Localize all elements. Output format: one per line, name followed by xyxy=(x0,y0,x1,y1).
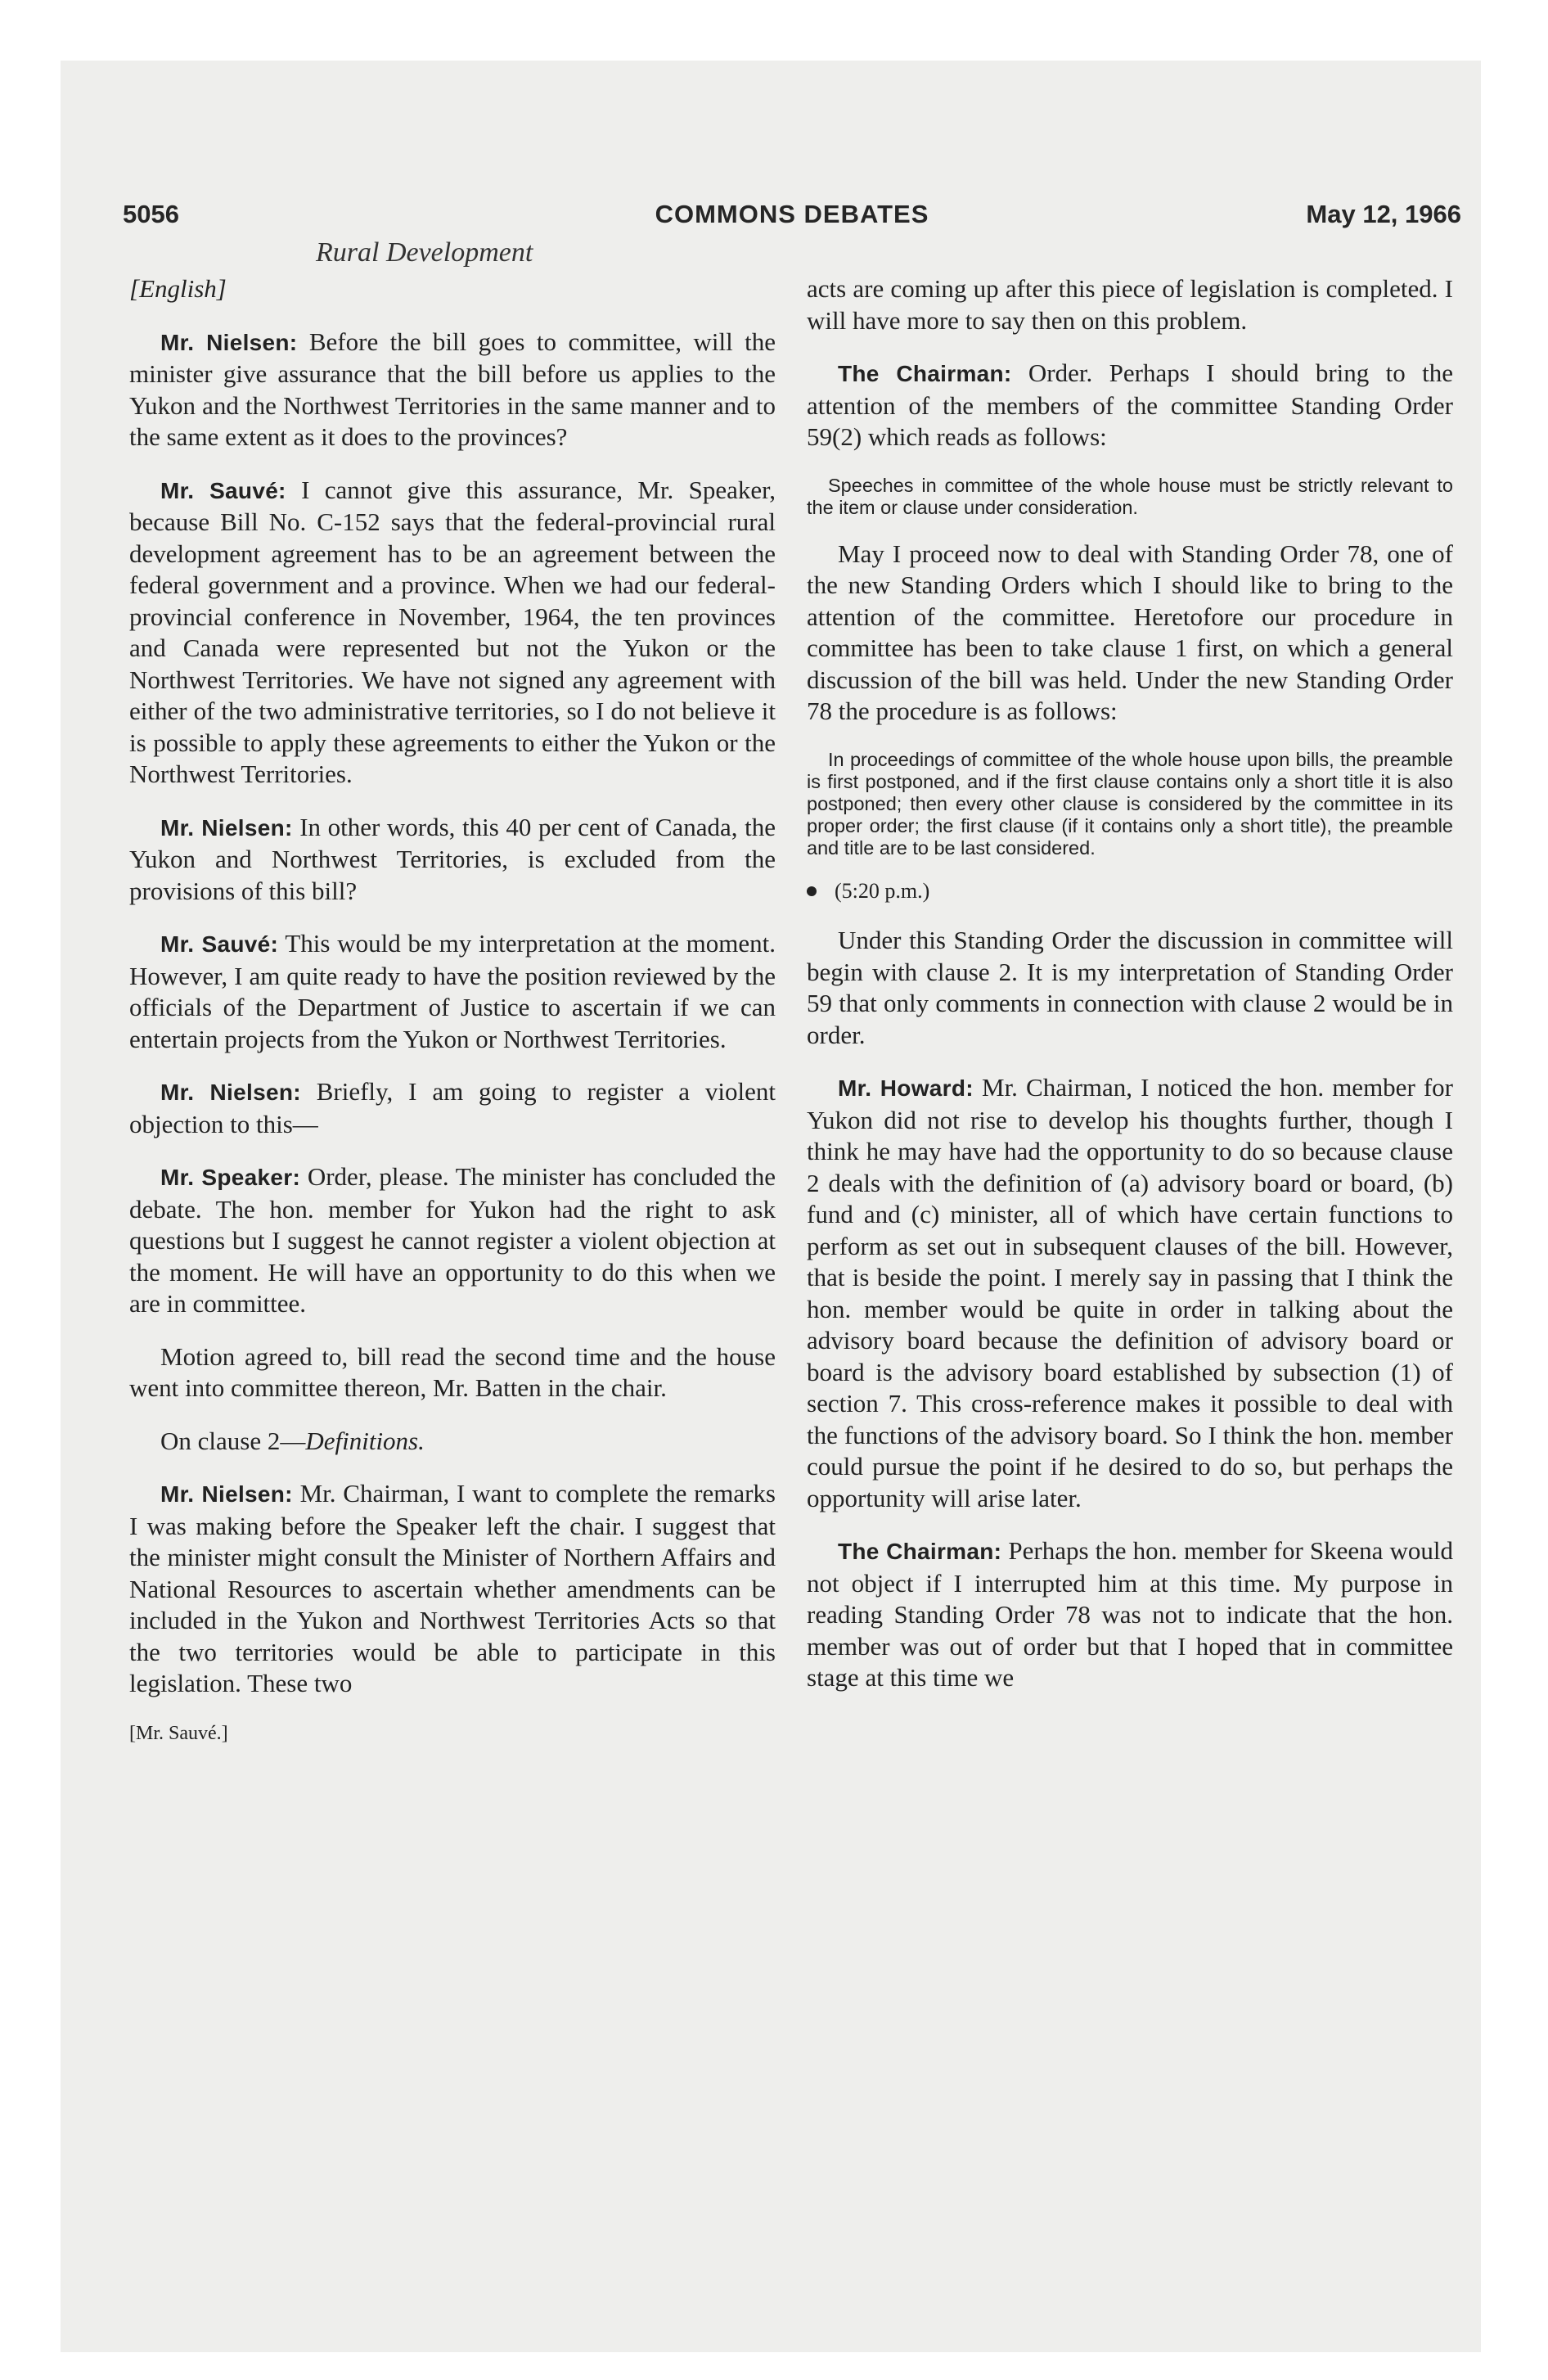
speech-text: Perhaps the hon. member for Skeena would not object if I interrupted him at this time. My purpose in reading Standing Order 78 was not to indicate that the hon. member was out of order but that I hoped that in committee stage at this time we xyxy=(807,1536,1453,1692)
page-header xyxy=(123,200,1461,236)
speech-text: Order, please. The minister has concluded the debate. The hon. member for Yukon had the right to ask questions but I suggest he cannot register a violent objection at the moment. He will have an opportunity to do this when we are in committee. xyxy=(129,1162,776,1318)
speech-paragraph xyxy=(129,1161,776,1320)
speaker-name: Mr. Sauvé: xyxy=(160,931,279,957)
left-column xyxy=(129,273,776,1770)
page-number: 5056 xyxy=(123,200,179,228)
speaker-name: Mr. Nielsen: xyxy=(160,1481,293,1507)
clause-prefix: On clause 2— xyxy=(160,1426,306,1455)
section-heading: Rural Development xyxy=(316,237,533,268)
paragraph: May I proceed now to deal with Standing Order 78, one of the new Standing Orders which I should like to bring to the attention of the committee. Heretofore our procedure in committee has been to take clause 1 first, on which a general discussion of the bill was held. Under the new Standing Order 78 the procedure is as follows: xyxy=(807,539,1453,725)
speech-paragraph xyxy=(807,1072,1453,1514)
standing-order-quote: In proceedings of committee of the whole house upon bills, the preamble is first postponed, and if the first clause contains only a short title it is also postponed; then every other clause is considered by the committee in its proper order; the first clause (if it contains only a short title), the preamble and title are to be last considered. xyxy=(807,748,1453,859)
standing-order-quote: Speeches in committee of the whole house must be strictly relevant to the item or clause under consideration. xyxy=(807,474,1453,518)
speaker-name: Mr. Speaker: xyxy=(160,1165,301,1190)
speech-text: I cannot give this assurance, Mr. Speaker, because Bill No. C-152 says that the federal-provincial rural development agreement has to be an agreement between the federal government and a province. When we had our federal-provincial conference in November, 1964, the ten provinces and Canada were represented but not the Yukon or the Northwest Territories. We have not signed any agreement with either of the two administrative territories, so I do not believe it is possible to apply these agreements to either the Yukon or the Northwest Territories. xyxy=(129,475,776,788)
speech-paragraph xyxy=(129,327,776,453)
speech-text: Mr. Chairman, I want to complete the remarks I was making before the Speaker left the chair. I suggest that the minister might consult the Minister of Northern Affairs and National Resources to ascertain whether amendments can be included in the Yukon and Northwest Territories Acts so that the two territories would be able to participate in this legislation. These two xyxy=(129,1479,776,1697)
clause-heading xyxy=(129,1426,776,1458)
speech-text: In other words, this 40 per cent of Canada, the Yukon and Northwest Territories, is excluded from the provisions of this bill? xyxy=(129,812,776,905)
bullet-icon xyxy=(807,886,817,896)
page-title: COMMONS DEBATES xyxy=(655,200,929,228)
paragraph: Under this Standing Order the discussion in committee will begin with clause 2. It is my interpretation of Standing Order 59 that only comments in connection with clause 2 would be in order. xyxy=(807,926,1453,1049)
speaker-name: Mr. Howard: xyxy=(838,1075,974,1101)
speaker-name: The Chairman: xyxy=(838,361,1012,386)
speech-text: Briefly, I am going to register a violent objection to this— xyxy=(129,1077,776,1138)
speaker-name: The Chairman: xyxy=(838,1539,1002,1564)
time-marker xyxy=(807,876,1453,908)
speaker-name: Mr. Nielsen: xyxy=(160,1080,301,1105)
speech-paragraph xyxy=(129,1076,776,1140)
speech-text: Mr. Chairman, I noticed the hon. member for Yukon did not rise to develop his thoughts further, though I think he may have had the opportunity to do so because clause 2 deals with the definition of (a) advisory board or board, (b) fund and (c) minister, all of which have certain functions to perform as set out in subsequent clauses of the bill. However, that is beside the point. I merely say in passing that I think the hon. member would be quite in order in talking about the advisory board because the definition of advisory board or board is the advisory board established by subsection (1) of section 7. This cross-reference makes it possible to deal with the functions of the advisory board. So I think the hon. member could pursue the point if he desired to do so, but perhaps the opportunity will arise later. xyxy=(807,1073,1454,1512)
continued-paragraph: acts are coming up after this piece of legislation is completed. I will have more to say then on this problem. xyxy=(807,274,1453,335)
speech-paragraph xyxy=(129,475,776,791)
clause-title: Definitions. xyxy=(305,1426,425,1455)
speech-paragraph xyxy=(129,928,776,1055)
time-text: (5:20 p.m.) xyxy=(835,878,930,903)
speech-paragraph xyxy=(807,1535,1453,1694)
speech-paragraph xyxy=(129,812,776,908)
page-footnote: [Mr. Sauvé.] xyxy=(129,1722,228,1744)
right-column xyxy=(807,273,1453,1715)
speech-paragraph xyxy=(129,1478,776,1700)
speech-text: Before the bill goes to committee, will the minister give assurance that the bill before us applies to the Yukon and the Northwest Territories in the same manner and to the same extent as it does to the provinces? xyxy=(129,327,776,451)
speech-paragraph xyxy=(807,358,1453,453)
paragraph: Motion agreed to, bill read the second time and the house went into committee thereon, Mr. Batten in the chair. xyxy=(129,1341,776,1402)
speaker-name: Mr. Nielsen: xyxy=(160,329,298,355)
speech-text: This would be my interpretation at the moment. However, I am quite ready to have the position reviewed by the officials of the Department of Justice to ascertain if we can entertain projects from the Yukon or Northwest Territories. xyxy=(129,929,776,1053)
speech-text: Order. Perhaps I should bring to the attention of the members of the committee Standing Order 59(2) which reads as follows: xyxy=(807,358,1454,451)
speaker-name: Mr. Nielsen: xyxy=(160,814,293,841)
language-marker: [English] xyxy=(129,274,227,303)
page-date: May 12, 1966 xyxy=(1306,200,1461,228)
speaker-name: Mr. Sauvé: xyxy=(160,477,286,503)
